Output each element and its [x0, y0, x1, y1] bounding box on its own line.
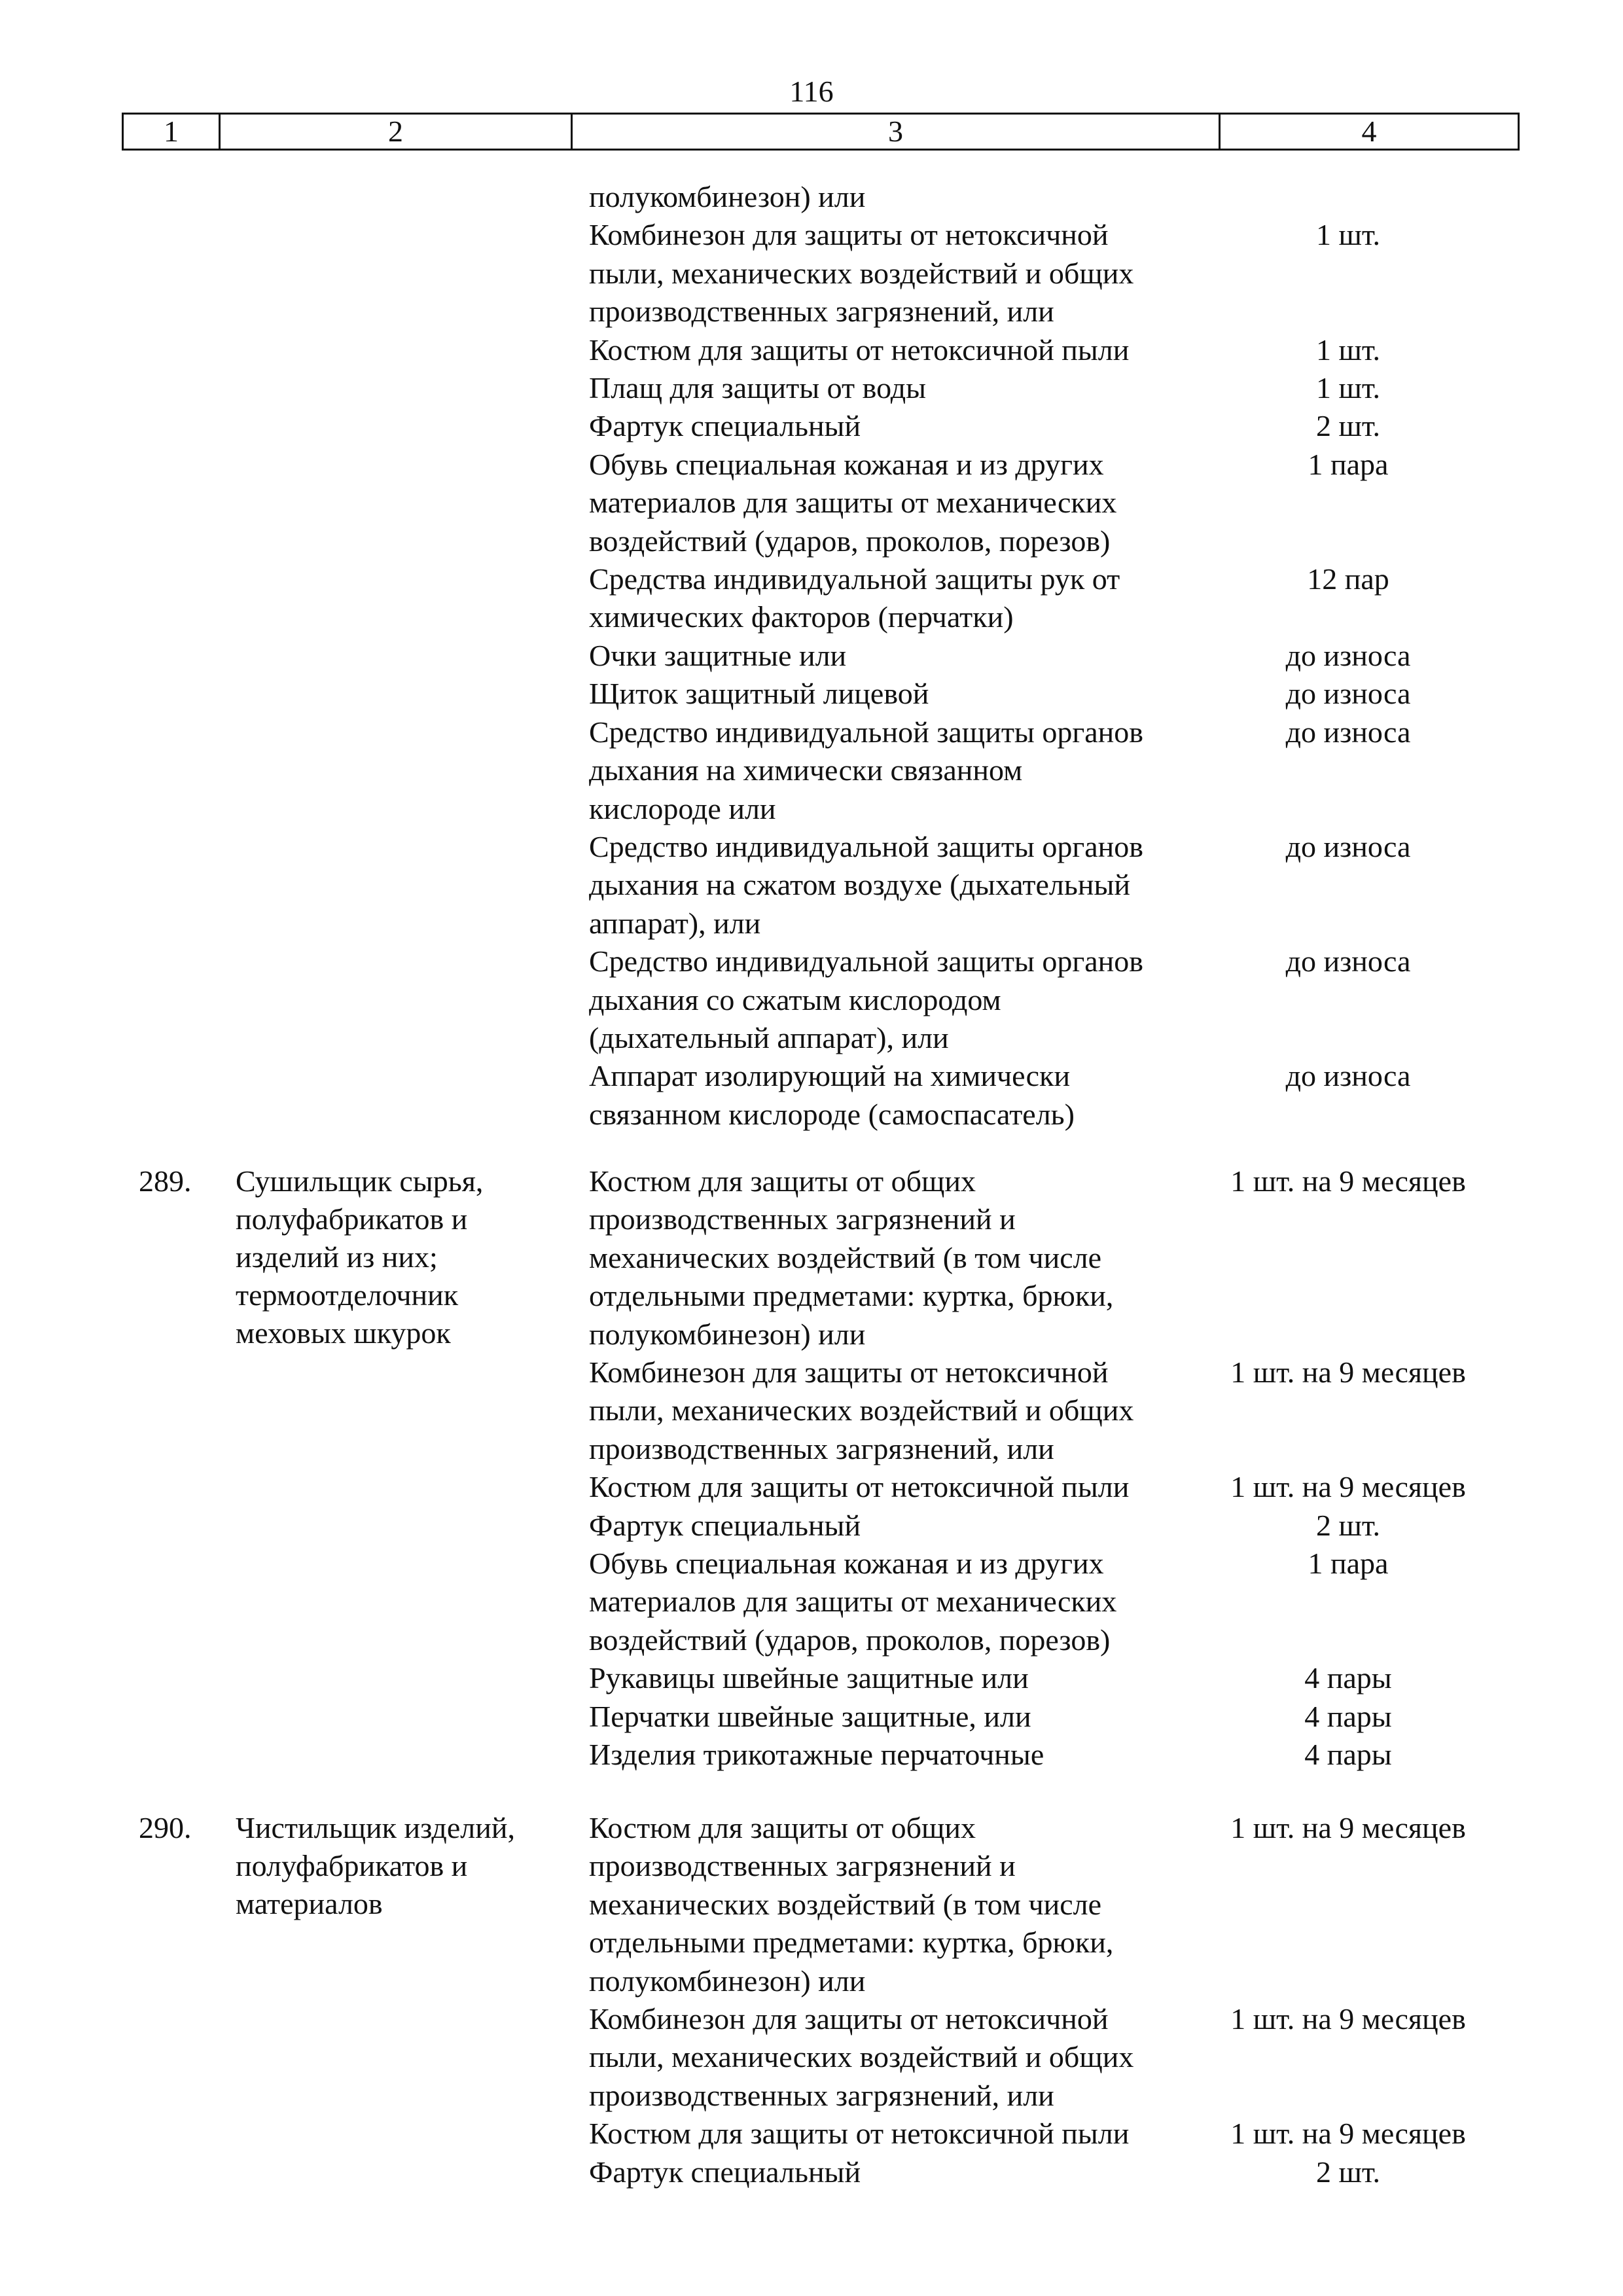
text-line: Средство индивидуальной защиты органов: [589, 944, 1143, 978]
text-line: термоотделочник: [236, 1278, 459, 1312]
list-item: [589, 1354, 1505, 1468]
item-quantity: [1217, 178, 1479, 216]
text-line: Средства индивидуальной защиты рук от: [589, 562, 1120, 596]
item-quantity: 4 пары: [1304, 1699, 1392, 1733]
text-line: меховых шкурок: [236, 1316, 451, 1350]
text-line: производственных загрязнений и: [589, 1849, 1016, 1883]
text-line: пыли, механических воздействий и общих: [589, 256, 1134, 290]
list-item: [589, 1507, 1505, 1545]
text-line: Фартук специальный: [589, 2155, 861, 2189]
text-line: Костюм для защиты от нетоксичной пыли: [589, 2117, 1130, 2151]
entry-number: 290.: [139, 1811, 192, 1844]
item-name: [589, 713, 1217, 828]
text-line: Изделия трикотажные перчаточные: [589, 1738, 1044, 1772]
text-line: полуфабрикатов и: [236, 1849, 468, 1882]
list-item: [589, 942, 1505, 1057]
item-quantity: 1 шт.: [1315, 218, 1381, 252]
text-line: производственных загрязнений, или: [589, 1431, 1054, 1465]
item-quantity: до износа: [1285, 829, 1411, 863]
list-item: [589, 1545, 1505, 1659]
list-item: [589, 446, 1505, 560]
list-item: [589, 1736, 1505, 1774]
item-quantity: 1 шт. на 9 месяцев: [1230, 1811, 1466, 1844]
item-name: [589, 828, 1217, 942]
text-line: производственных загрязнений, или: [589, 2078, 1054, 2112]
list-item: [589, 713, 1505, 828]
text-line: Костюм для защиты от общих: [589, 1164, 976, 1198]
list-item: [589, 637, 1505, 675]
text-line: Перчатки швейные защитные, или: [589, 1699, 1031, 1733]
item-name: [589, 1468, 1217, 1506]
item-name: [589, 637, 1217, 675]
text-line: изделий из них;: [236, 1240, 438, 1274]
item-quantity: 1 шт.: [1315, 332, 1381, 367]
text-line: Рукавицы швейные защитные или: [589, 1661, 1029, 1695]
text-line: полукомбинезон) или: [589, 1964, 866, 1998]
list-item: [589, 331, 1505, 369]
text-line: дыхания со сжатым кислородом: [589, 982, 1001, 1016]
item-name: [589, 560, 1217, 637]
header-col-3: 3: [573, 115, 1221, 149]
list-item: [589, 1057, 1505, 1134]
list-item: [589, 560, 1505, 637]
item-quantity: 1 шт. на 9 месяцев: [1230, 1164, 1466, 1198]
item-list: [589, 178, 1505, 1134]
text-line: химических факторов (перчатки): [589, 600, 1014, 634]
item-quantity: 2 шт.: [1315, 1508, 1381, 1542]
text-line: материалов: [236, 1887, 383, 1920]
text-line: Фартук специальный: [589, 1508, 861, 1542]
text-line: Комбинезон для защиты от нетоксичной: [589, 1355, 1109, 1390]
header-col-1: 1: [124, 115, 221, 149]
text-line: Чистильщик изделий,: [236, 1811, 515, 1844]
text-line: производственных загрязнений и: [589, 1202, 1016, 1236]
text-line: материалов для защиты от механических: [589, 486, 1117, 520]
text-line: материалов для защиты от механических: [589, 1585, 1117, 1619]
list-item: [589, 828, 1505, 942]
item-name: [589, 1698, 1217, 1736]
list-item: [589, 2000, 1505, 2115]
item-name: [589, 942, 1217, 1057]
text-line: пыли, механических воздействий и общих: [589, 2040, 1134, 2074]
text-line: Средство индивидуальной защиты органов: [589, 715, 1143, 749]
text-line: Средство индивидуальной защиты органов: [589, 829, 1143, 863]
text-line: производственных загрязнений, или: [589, 295, 1054, 329]
item-quantity: 1 шт. на 9 месяцев: [1230, 1470, 1466, 1504]
list-item: [589, 2115, 1505, 2153]
text-line: полукомбинезон) или: [589, 1317, 866, 1351]
text-line: Сушильщик сырья,: [236, 1164, 484, 1198]
text-line: механических воздействий (в том числе: [589, 1240, 1102, 1274]
item-name: [589, 675, 1217, 713]
item-name: [589, 1545, 1217, 1659]
item-name: [589, 1736, 1217, 1774]
item-name: [589, 216, 1217, 331]
item-list: [589, 1809, 1505, 2191]
text-line: отдельными предметами: куртка, брюки,: [589, 1279, 1114, 1313]
item-name: [589, 2153, 1217, 2191]
item-quantity: 1 пара: [1308, 1547, 1389, 1581]
item-name: [589, 1057, 1217, 1134]
item-name: [589, 407, 1217, 445]
item-name: [589, 1162, 1217, 1354]
text-line: Костюм для защиты от общих: [589, 1811, 976, 1844]
text-line: пыли, механических воздействий и общих: [589, 1393, 1134, 1427]
item-name: [589, 1659, 1217, 1697]
text-line: (дыхательный аппарат), или: [589, 1020, 949, 1054]
text-line: воздействий (ударов, проколов, порезов): [589, 1623, 1111, 1657]
page-number: 116: [789, 75, 834, 108]
item-list: [589, 1162, 1505, 1774]
list-item: [589, 1468, 1505, 1506]
item-quantity: 2 шт.: [1315, 409, 1381, 443]
text-line: кислороде или: [589, 791, 776, 825]
item-quantity: 4 пары: [1304, 1738, 1392, 1772]
entry-number: 289.: [139, 1164, 192, 1198]
item-name: [589, 331, 1217, 369]
table-header-row: [122, 113, 1520, 151]
text-line: Обувь специальная кожаная и из других: [589, 1547, 1104, 1581]
text-line: аппарат), или: [589, 906, 761, 940]
text-line: Костюм для защиты от нетоксичной пыли: [589, 1470, 1130, 1504]
text-line: связанном кислороде (самоспасатель): [589, 1097, 1075, 1131]
header-col-2: 2: [221, 115, 573, 149]
item-name: [589, 369, 1217, 407]
profession-name: [236, 1162, 576, 1352]
item-quantity: до износа: [1285, 715, 1411, 749]
list-item: [589, 675, 1505, 713]
item-quantity: до износа: [1285, 677, 1411, 711]
text-line: дыхания на химически связанном: [589, 753, 1023, 787]
item-quantity: 12 пар: [1307, 562, 1389, 596]
list-item: [589, 1809, 1505, 2000]
item-quantity: 2 шт.: [1315, 2155, 1381, 2189]
text-line: отдельными предметами: куртка, брюки,: [589, 1926, 1114, 1960]
item-name: [589, 178, 1217, 216]
item-name: [589, 1354, 1217, 1468]
text-line: Щиток защитный лицевой: [589, 677, 929, 711]
item-quantity: 4 пары: [1304, 1661, 1392, 1695]
text-line: Фартук специальный: [589, 409, 861, 443]
list-item: [589, 178, 1505, 216]
list-item: [589, 1698, 1505, 1736]
list-item: [589, 216, 1505, 331]
text-line: полукомбинезон) или: [589, 180, 866, 213]
text-line: механических воздействий (в том числе: [589, 1887, 1102, 1921]
item-quantity: до износа: [1285, 1059, 1411, 1093]
text-line: полуфабрикатов и: [236, 1202, 468, 1236]
list-item: [589, 1162, 1505, 1354]
item-name: [589, 446, 1217, 560]
list-item: [589, 2153, 1505, 2191]
list-item: [589, 369, 1505, 407]
item-quantity: 1 шт.: [1315, 371, 1381, 405]
list-item: [589, 407, 1505, 445]
item-quantity: 1 шт. на 9 месяцев: [1230, 2117, 1466, 2151]
item-name: [589, 1507, 1217, 1545]
item-quantity: 1 пара: [1308, 447, 1389, 481]
item-name: [589, 2115, 1217, 2153]
text-line: Обувь специальная кожаная и из других: [589, 447, 1104, 481]
text-line: Костюм для защиты от нетоксичной пыли: [589, 332, 1130, 367]
profession-name: [236, 1809, 576, 1923]
text-line: Комбинезон для защиты от нетоксичной: [589, 218, 1109, 252]
item-name: [589, 1809, 1217, 2000]
item-quantity: до износа: [1285, 944, 1411, 978]
text-line: воздействий (ударов, проколов, порезов): [589, 524, 1111, 558]
text-line: дыхания на сжатом воздухе (дыхательный: [589, 868, 1130, 902]
text-line: Плащ для защиты от воды: [589, 371, 927, 405]
text-line: Комбинезон для защиты от нетоксичной: [589, 2002, 1109, 2036]
list-item: [589, 1659, 1505, 1697]
item-quantity: 1 шт. на 9 месяцев: [1230, 2002, 1466, 2036]
text-line: Аппарат изолирующий на химически: [589, 1059, 1071, 1093]
item-name: [589, 2000, 1217, 2115]
header-col-4: 4: [1361, 115, 1377, 148]
item-quantity: до износа: [1285, 638, 1411, 672]
item-quantity: 1 шт. на 9 месяцев: [1230, 1355, 1466, 1390]
text-line: Очки защитные или: [589, 638, 847, 672]
